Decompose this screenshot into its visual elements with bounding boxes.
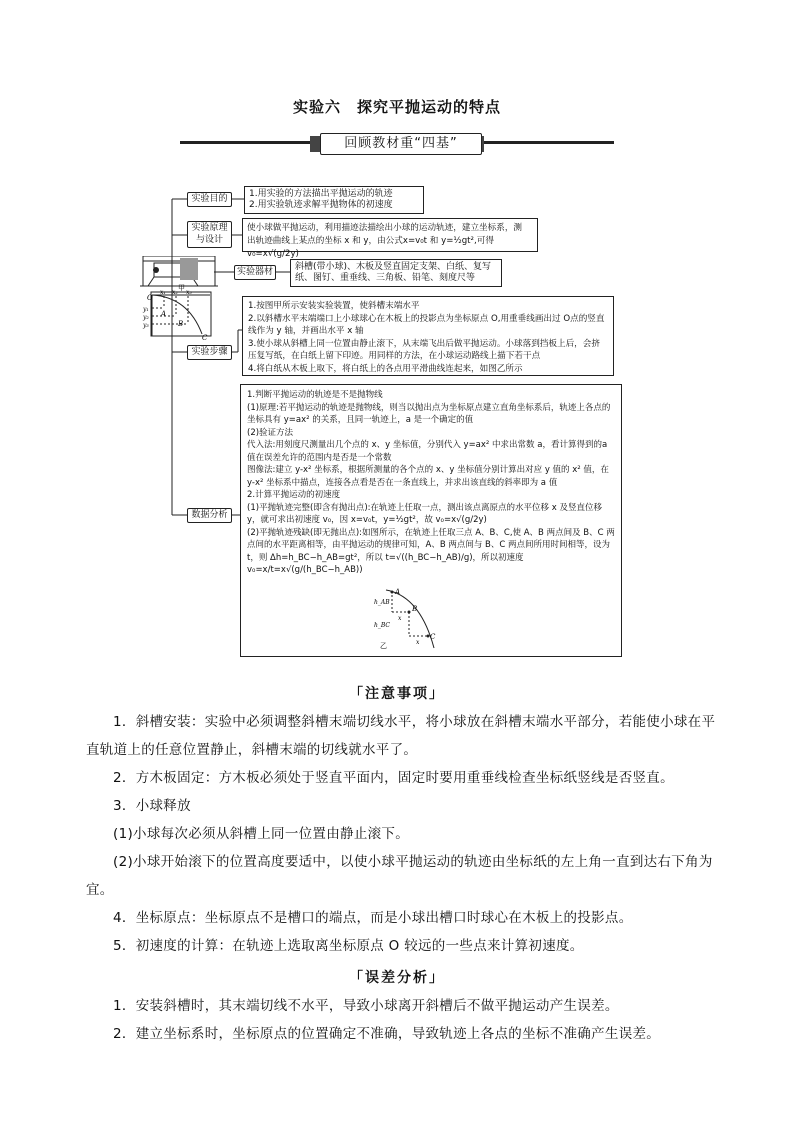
- principle-text-2: 出轨迹曲线上某点的坐标 x 和 y，由公式x=v₀t 和 y=½gt²,可得 v₀=x√(g/2y): [247, 236, 494, 259]
- purpose-box: [244, 186, 424, 214]
- step-item: 2.以斜槽水平末端端口上小球球心在木板上的投影点为坐标原点 O,用重垂线画出过 O点的竖直线作为 y 轴，并画出水平 x 轴: [248, 313, 605, 336]
- analysis-item: (2)平抛轨迹残缺(即无抛出点):如图所示，在轨迹上任取三点 A、B、C,使 A、B 两点间及 B、C 两点间的水平距离相等，由平抛运动的规律可知，A、B 两点间与 B、C 两点间所用时间相等，设为 t，则 Δh=h_BC−h_AB=gt²，所以 t=√((h_BC−h_AB)/g)，所以初速度 v₀=x/t=x√(g/(h_BC−h_AB)): [247, 527, 615, 575]
- notes-heading: 「注意事项」: [349, 686, 445, 702]
- label-x3: x₃: [186, 289, 192, 296]
- equipment-text: 斜槽(带小球)、木板及竖直固定支架、白纸、复写纸、图钉、重垂线、三角板、铅笔、刻度尺等: [295, 262, 492, 283]
- note-item: (1)小球每次必须从斜槽上同一位置由静止滚下。: [113, 826, 410, 842]
- error-item: 2．建立坐标系时，坐标原点的位置确定不准确，导致轨迹上各点的坐标不准确产生误差。: [113, 1026, 661, 1042]
- analysis-item: 2.计算平抛运动的初速度: [247, 490, 341, 500]
- label-c: C: [202, 334, 208, 342]
- category-analysis: 数据分析: [187, 508, 232, 523]
- principle-text-1: 使小球做平抛运动，利用描迹法描绘出小球的运动轨迹，建立坐标系，测: [247, 223, 523, 233]
- analysis-item: 图像法:建立 y-x² 坐标系，根据所测量的各个点的 x、y 坐标值分别计算出对应 y 值的 x² 值，在 y-x² 坐标系中描点，连接各点看是否在一条直线上，并求出该直线的斜率即为 a 值: [247, 465, 609, 488]
- label-x2: x₂: [172, 289, 178, 296]
- step-item: 1.按图甲所示安装实验装置，使斜槽末端水平: [248, 301, 420, 311]
- page-title: 实验六 探究平抛运动的特点: [292, 98, 501, 116]
- step-item: 4.将白纸从木板上取下，将白纸上的各点用平滑曲线连起来，如图乙所示: [248, 363, 523, 374]
- errors-heading: 「误差分析」: [349, 970, 445, 986]
- note-item: 2．方木板固定：方木板必须处于竖直平面内，固定时要用重垂线检查坐标纸竖线是否竖直。: [113, 770, 674, 786]
- label-y1: y₁: [143, 306, 149, 313]
- note-item: 4．坐标原点：坐标原点不是槽口的端点，而是小球出槽口时球心在木板上的投影点。: [113, 910, 633, 926]
- note-item: (2)小球开始滚下的位置高度要适中，以使小球平抛运动的轨迹由坐标纸的左上角一直到达右下角为宜。: [86, 854, 713, 898]
- category-steps: 实验步骤: [187, 345, 232, 360]
- error-item: 1．安装斜槽时，其末端切线不水平，导致小球离开斜槽后不做平抛运动产生误差。: [113, 998, 619, 1014]
- fig2-label-hab: h_AB: [374, 599, 390, 606]
- category-principle: [187, 221, 232, 248]
- label-o: O: [147, 294, 153, 302]
- equipment-box: [290, 259, 502, 287]
- purpose-item: 2.用实验轨迹求解平抛物体的初速度: [249, 200, 393, 210]
- apparatus-figure: [140, 256, 220, 342]
- label-b: B: [178, 320, 184, 328]
- step-item: 3.使小球从斜槽上同一位置由静止滚下，从末端飞出后做平抛运动。小球落到挡板上后，会挤压复写纸，在白纸上留下印迹。用同样的方法，在小球运动路线上描下若干点: [248, 338, 600, 361]
- analysis-item: (1)平抛轨迹完整(即含有抛出点):在轨迹上任取一点，测出该点离原点的水平位移 x 及竖直位移 y，就可求出初速度 v₀，因 x=v₀t，y=½gt²，故 v₀=x√(g/2y): [247, 502, 602, 525]
- note-item: 1．斜槽安装：实验中必须调整斜槽末端切线水平，将小球放在斜槽末端水平部分，若能使小球在平直轨道上的任意位置静止，斜槽末端的切线就水平了。: [86, 714, 716, 758]
- principle-box: [242, 218, 538, 259]
- note-item: 5．初速度的计算：在轨迹上选取离坐标原点 O 较远的一些点来计算初速度。: [113, 938, 584, 954]
- label-y2: y₂: [143, 314, 149, 321]
- ball-dot: [153, 267, 159, 273]
- fig2-label-b: B: [412, 605, 418, 613]
- fig2-label-c: C: [430, 633, 436, 641]
- fig2-label-x2: x: [416, 639, 420, 646]
- label-y3: y₃: [143, 322, 149, 329]
- board-block: [180, 258, 198, 280]
- banner-label: 回顾教材重“四基”: [320, 133, 482, 155]
- fig2-label-x1: x: [398, 615, 402, 622]
- category-principle-line2: 与设计: [195, 235, 223, 245]
- note-item: 3．小球释放: [113, 798, 191, 814]
- point-a-dot: [391, 591, 394, 594]
- fig2-label-a: A: [395, 588, 401, 596]
- category-equipment: 实验器材: [234, 265, 276, 280]
- purpose-item: 1.用实验的方法描出平抛运动的轨迹: [249, 189, 393, 199]
- label-jia: 甲: [178, 284, 185, 292]
- point-b-dot: [408, 611, 411, 614]
- trajectory-figure: [372, 586, 442, 652]
- fig2-label-yi: 乙: [380, 642, 387, 650]
- category-purpose: 实验目的: [187, 192, 232, 207]
- analysis-item: 代入法:用刻度尺测量出几个点的 x、y 坐标值，分别代入 y=ax² 中求出常数 a，看计算得到的a值在误差允许的范围内是否是一个常数: [247, 440, 608, 463]
- analysis-item: (2)验证方法: [247, 427, 294, 438]
- category-principle-line1: 实验原理: [191, 223, 228, 233]
- steps-box: [242, 296, 614, 376]
- label-x1: x₁: [160, 289, 166, 296]
- label-a: A: [161, 310, 167, 318]
- analysis-item: 1.判断平抛运动的轨迹是不是抛物线: [247, 390, 383, 400]
- fig2-label-hbc: h_BC: [374, 622, 390, 629]
- analysis-item: (1)原理:若平抛运动的轨迹是抛物线，则当以抛出点为坐标原点建立直角坐标系后，轨迹上各点的坐标具有 y=ax² 的关系，且同一轨迹上，a 是一个确定的值: [247, 402, 611, 425]
